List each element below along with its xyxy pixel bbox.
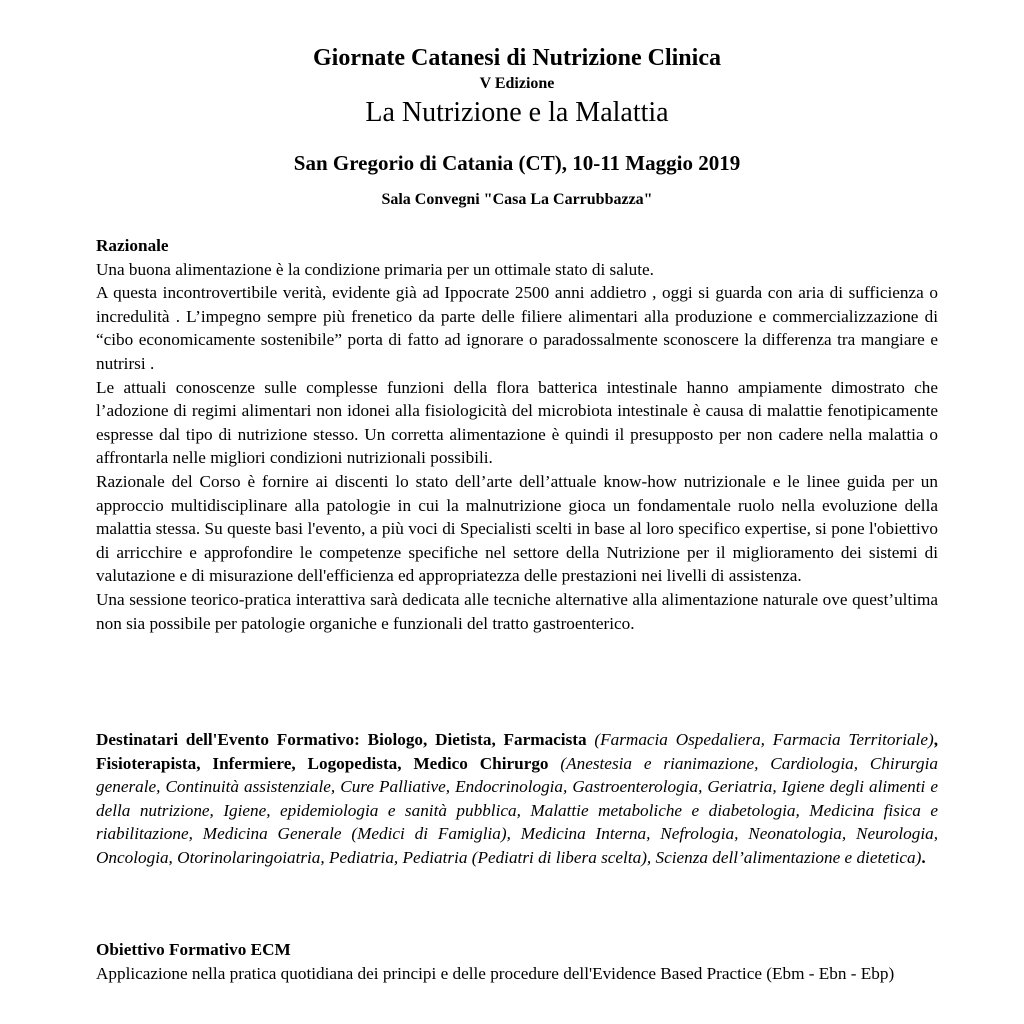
razionale-paragraph: Razionale del Corso è fornire ai discenti lo stato dell’arte dell’attuale know-how nutrizionale e le linee guida per un approccio multidisciplinare alla patologie in cui la malnutrizione gioca un fondamentale ruolo nella evoluzione della malattia stessa. Su queste basi l'evento, a più voci di Specialisti scelti in base al loro specifico expertise, si pone l'obiettivo di arricchire e approfondire le competenze specifiche nel settore della Nutrizione per il miglioramento dei sistemi di valutazione e di misurazione dell'efficienza ed appropriatezza delle prestazioni nei livelli di assistenza. — [96, 471, 938, 586]
razionale-paragraph: Una buona alimentazione è la condizione primaria per un ottimale stato di salute. — [96, 259, 654, 279]
destinatari-section — [96, 728, 938, 870]
event-edition: V Edizione — [479, 75, 555, 92]
event-subtitle: La Nutrizione e la Malattia — [365, 97, 669, 128]
obiettivo-heading: Obiettivo Formativo ECM — [96, 940, 291, 959]
razionale-paragraph: Le attuali conoscenze sulle complesse funzioni della flora batterica intestinale hanno ampiamente dimostrato che l’adozione di regimi alimentari non idonei alla fisiologicità del microbiota intestinale è causa di malattie fenotipicamente espresse dal tipo di nutrizione stesso. Un corretta alimentazione è quindi il presupposto per non cadere nella malattia o affrontarla nelle migliori condizioni nutrizionali possibili. — [96, 377, 938, 468]
razionale-heading: Razionale — [96, 236, 169, 255]
obiettivo-text: Applicazione nella pratica quotidiana dei principi e delle procedure dell'Evidence Based Practice (Ebm - Ebn - Ebp) — [96, 963, 895, 983]
razionale-paragraph: A questa incontrovertibile verità, evidente già ad Ippocrate 2500 anni addietro , oggi si guarda con aria di sufficienza o incredulità . L’impegno sempre più frenetico da parte delle filiere alimentari alla produzione e commercializzazione di “cibo economicamente sostenibile” porta di fatto ad ignorare o paradossalmente sconoscere la differenza tra mangiare e nutrirsi . — [96, 283, 938, 373]
event-venue: Sala Convegni "Casa La Carrubbazza" — [381, 191, 653, 208]
medico-chirurgo-specialties: (Anestesia e rianimazione, Cardiologia, Chirurgia generale, Continuità assistenziale, Cure Palliative, Endocrinologia, Gastroenterologia, Geriatria, Igiene degli alimenti e della nutrizione, Igiene, epidemiologia e sanità pubblica, Malattie metaboliche e diabetologia, Medicina fisica e riabilitazione, Medicina Generale (Medici di Famiglia), Medicina Interna, Nefrologia, Neonatologia, Neurologia, Oncologia, Otorinolaringoiatria, Pediatria, Pediatria (Pediatri di libera scelta), Scienza dell’alimentazione e dietetica) — [96, 753, 939, 867]
event-place-date: San Gregorio di Catania (CT), 10-11 Maggio 2019 — [293, 151, 741, 175]
destinatari-professions: , Fisioterapista, Infermiere, Logopedista, Medico Chirurgo — [96, 730, 938, 773]
destinatari-label: Destinatari dell'Evento Formativo: Biologo, Dietista, Farmacista — [96, 730, 587, 749]
destinatari-paragraph — [96, 728, 938, 870]
event-title: Giornate Catanesi di Nutrizione Clinica — [313, 45, 721, 71]
farmacista-note: (Farmacia Ospedaliera, Farmacia Territoriale) — [586, 730, 934, 749]
destinatari-end: . — [921, 847, 926, 867]
razionale-paragraph: Una sessione teorico-pratica interattiva sarà dedicata alle tecniche alternative alla alimentazione naturale ove quest’ultima non sia possibile per patologie organiche e funzionali del tratto gastroenterico. — [96, 589, 938, 633]
obiettivo-section — [96, 938, 938, 985]
razionale-section — [96, 234, 938, 635]
